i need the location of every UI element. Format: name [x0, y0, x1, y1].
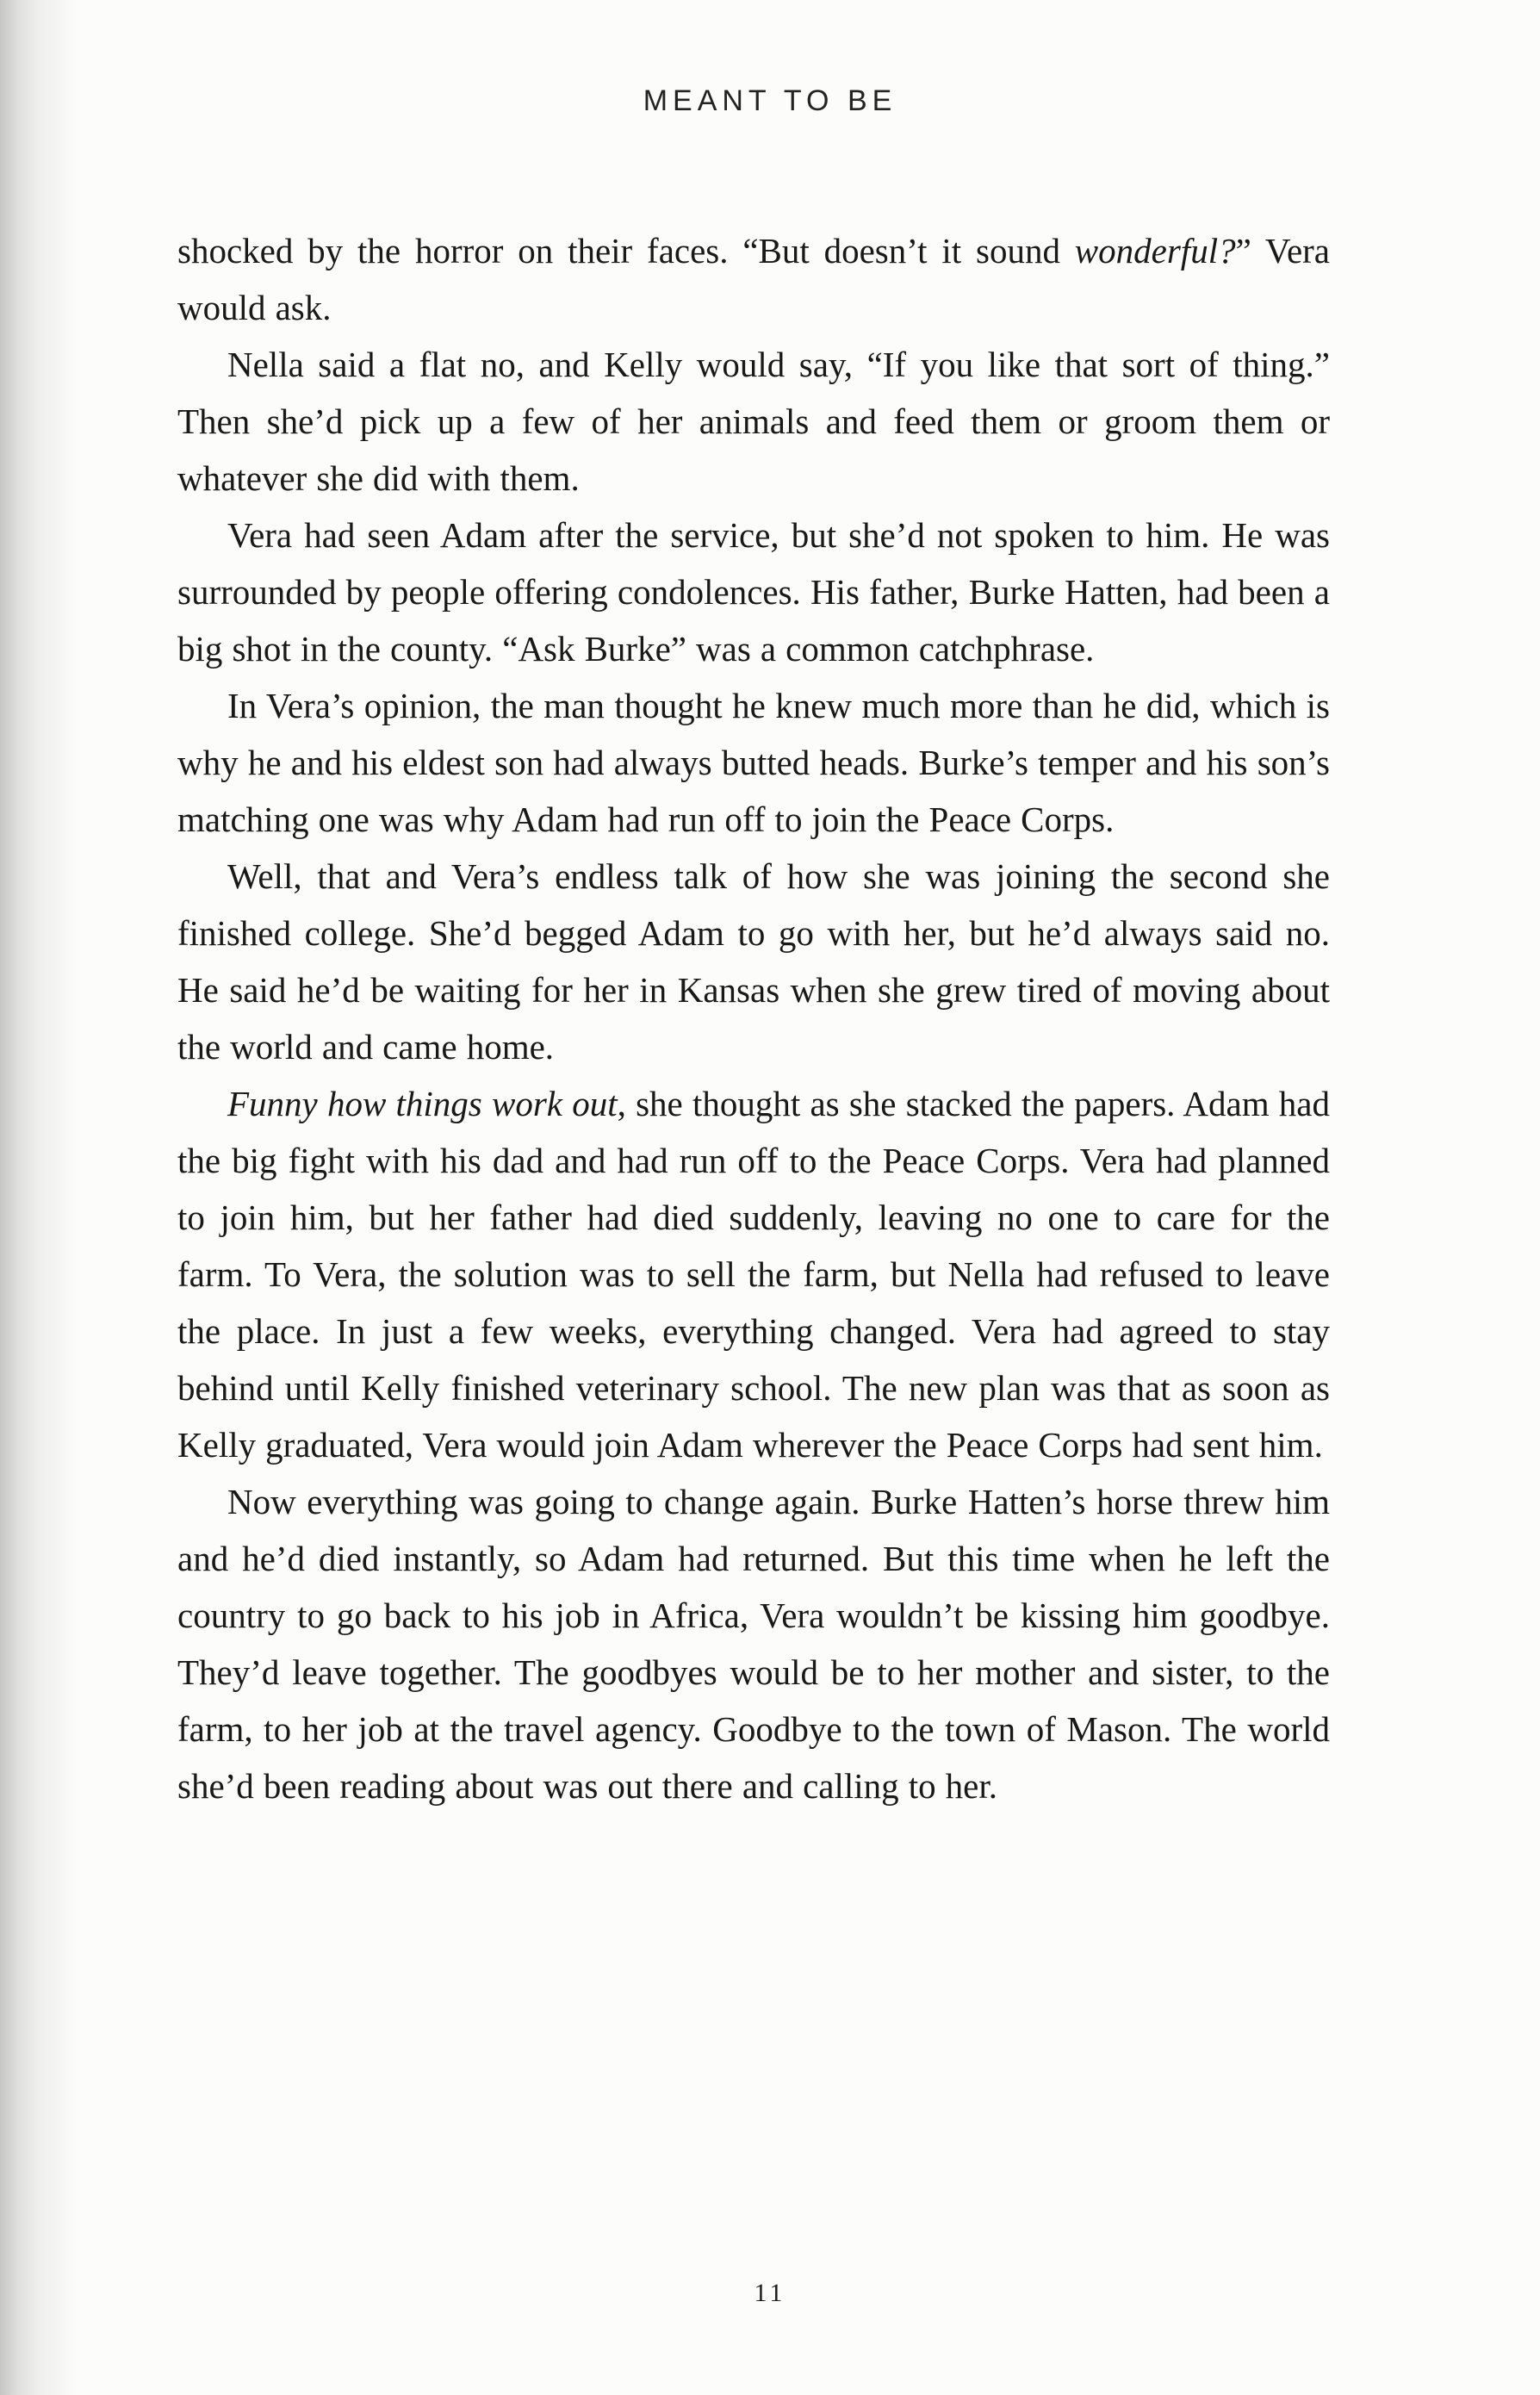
paragraph — [177, 507, 1330, 677]
paragraph — [177, 1075, 1330, 1473]
text-segment: , she thought as she stacked the papers. Adam had the big fight with his dad and had run off to the Peace Corps. Vera had planned to join him, but her father had died suddenly, leaving no one to care for the farm. To Vera, the solution was to sell the farm, but Nella had refused to leave the place. In just a few weeks, everything changed. Vera had agreed to stay behind until Kelly finished veterinary school. The new plan was that as soon as Kelly graduated, Vera would join Adam wherever the Peace Corps had sent him. — [177, 1084, 1331, 1465]
text-segment: Vera had seen Adam after the service, but she’d not spoken to him. He was surrounded by people offering condolences. His father, Burke Hatten, had been a big shot in the county. “Ask Burke” was a common catchphrase. — [177, 515, 1330, 669]
text-segment: shocked by the horror on their faces. “But doesn’t it sound — [177, 231, 1075, 271]
page-number: 11 — [754, 2279, 786, 2307]
paragraph — [177, 677, 1330, 848]
text-segment: Well, that and Vera’s endless talk of how she was joining the second she finished college. She’d begged Adam to go with her, but he’d always said no. He said he’d be waiting for her in Kansas when she grew tired of moving about the world and came home. — [177, 856, 1330, 1067]
paragraph — [177, 336, 1330, 507]
paragraph — [177, 222, 1330, 336]
italic-text-segment: wonderful? — [1074, 231, 1236, 271]
paragraph — [177, 1473, 1330, 1814]
text-segment: In Vera’s opinion, the man thought he knew much more than he did, which is why he and his eldest son had always butted heads. Burke’s temper and his son’s matching one was why Adam had run off to join the Peace Corps. — [177, 686, 1330, 839]
text-segment: Now everything was going to change again. Burke Hatten’s horse threw him and he’d died instantly, so Adam had returned. But this time when he left the country to go back to his job in Africa, Vera wouldn’t be kissing him goodbye. They’d leave together. The goodbyes would be to her mother and sister, to the farm, to her job at the travel agency. Goodbye to the town of Mason. The world she’d been reading about was out there and calling to her. — [177, 1482, 1330, 1806]
text-segment: ” Vera would ask. — [177, 231, 1330, 327]
paragraph — [177, 848, 1330, 1075]
page-gutter-shadow — [0, 0, 78, 2395]
text-segment: Nella said a flat no, and Kelly would say, “If you like that sort of thing.” Then she’d pick up a few of her animals and feed them or groom them or whatever she did with them. — [177, 345, 1330, 498]
running-header: MEANT TO BE — [643, 84, 897, 117]
page-body — [177, 222, 1330, 1814]
italic-text-segment: Funny how things work out — [227, 1084, 618, 1123]
